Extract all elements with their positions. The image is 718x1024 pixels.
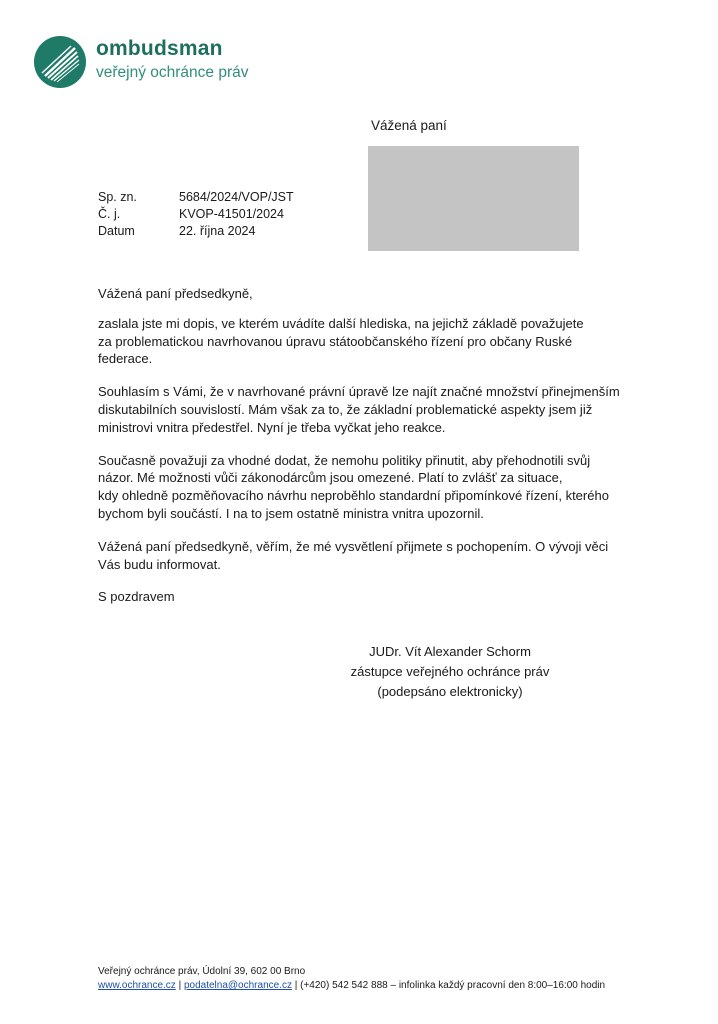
closing: S pozdravem: [98, 589, 175, 605]
paragraph-line: zaslala jste mi dopis, ve kterém uvádíte další hlediska, na jejichž základě považujete: [98, 315, 584, 331]
signature-block: [340, 642, 560, 702]
paragraph-line: federace.: [98, 351, 153, 367]
signatory-title: zástupce veřejného ochránce práv: [350, 664, 550, 679]
email-link[interactable]: podatelna@ochrance.cz: [183, 980, 292, 991]
footer-separator: |: [291, 980, 301, 991]
redacted-address-block: [368, 146, 579, 251]
meta-label: Datum: [98, 224, 135, 238]
paragraph-line: bychom byli součástí. I na to jsem ostatně ministra vnitra upozornil.: [98, 505, 484, 521]
ombudsman-logo-icon: [33, 35, 87, 89]
paragraph: [98, 452, 618, 523]
paragraph-line: kdy ohledně pozměňovacího návrhu neproběhlo standardní připomínkové řízení, kterého: [98, 488, 609, 504]
meta-row-case-number: [98, 189, 294, 206]
website-link[interactable]: www.ochrance.cz: [98, 980, 176, 991]
meta-row-reference-number: [98, 206, 294, 223]
meta-value: 22. října 2024: [179, 224, 256, 238]
meta-value: KVOP-41501/2024: [179, 207, 284, 221]
paragraph-line: Současně považuji za vhodné dodat, že nemohu politiky přinutit, aby přehodnotili svůj: [98, 452, 591, 468]
letter-body: [98, 285, 618, 621]
paragraph-line: Vážená paní předsedkyně, věřím, že mé vysvětlení přijmete s pochopením. O vývoji věci: [98, 538, 609, 554]
meta-label: Sp. zn.: [98, 190, 137, 204]
signatory-name: JUDr. Vít Alexander Schorm: [369, 644, 531, 659]
footer-contacts: [98, 979, 605, 993]
footer-address: Veřejný ochránce práv, Údolní 39, 602 00 Brno: [98, 966, 306, 977]
meta-row-date: [98, 223, 294, 240]
footer: [98, 965, 605, 993]
paragraph: [98, 315, 618, 368]
reference-metadata: [98, 189, 294, 240]
addressee-heading: Vážená paní: [371, 118, 447, 133]
logo-name: ombudsman: [96, 37, 223, 60]
paragraph-line: za problematickou navrhovanou úpravu státoobčanského řízení pro občany Ruské: [98, 333, 573, 349]
ombudsman-logo: [33, 35, 253, 90]
footer-phone-info: (+420) 542 542 888 – infolinka každý pracovní den 8:00–16:00 hodin: [300, 980, 606, 991]
salutation: Vážená paní předsedkyně,: [98, 286, 253, 301]
paragraph: [98, 538, 618, 574]
paragraph-line: Souhlasím s Vámi, že v navrhované právní úpravě lze najít značné množství přinejmenším: [98, 384, 620, 400]
meta-value: 5684/2024/VOP/JST: [179, 190, 294, 204]
footer-separator: |: [175, 980, 184, 991]
paragraph-line: ministrovi vnitra předestřel. Nyní je třeba vyčkat jeho reakce.: [98, 419, 446, 435]
paragraph-line: Vás budu informovat.: [98, 556, 221, 572]
paragraph-line: diskutabilních souvislostí. Mám však za to, že základní problematické aspekty jsem již: [98, 401, 593, 417]
meta-label: Č. j.: [98, 207, 121, 221]
paragraph-line: názor. Mé možnosti vůči zákonodárcům jsou omezené. Platí to zvlášť za situace,: [98, 470, 563, 486]
logo-subtitle: veřejný ochránce práv: [96, 64, 249, 81]
paragraph: [98, 383, 618, 436]
signature-note: (podepsáno elektronicky): [377, 684, 523, 699]
